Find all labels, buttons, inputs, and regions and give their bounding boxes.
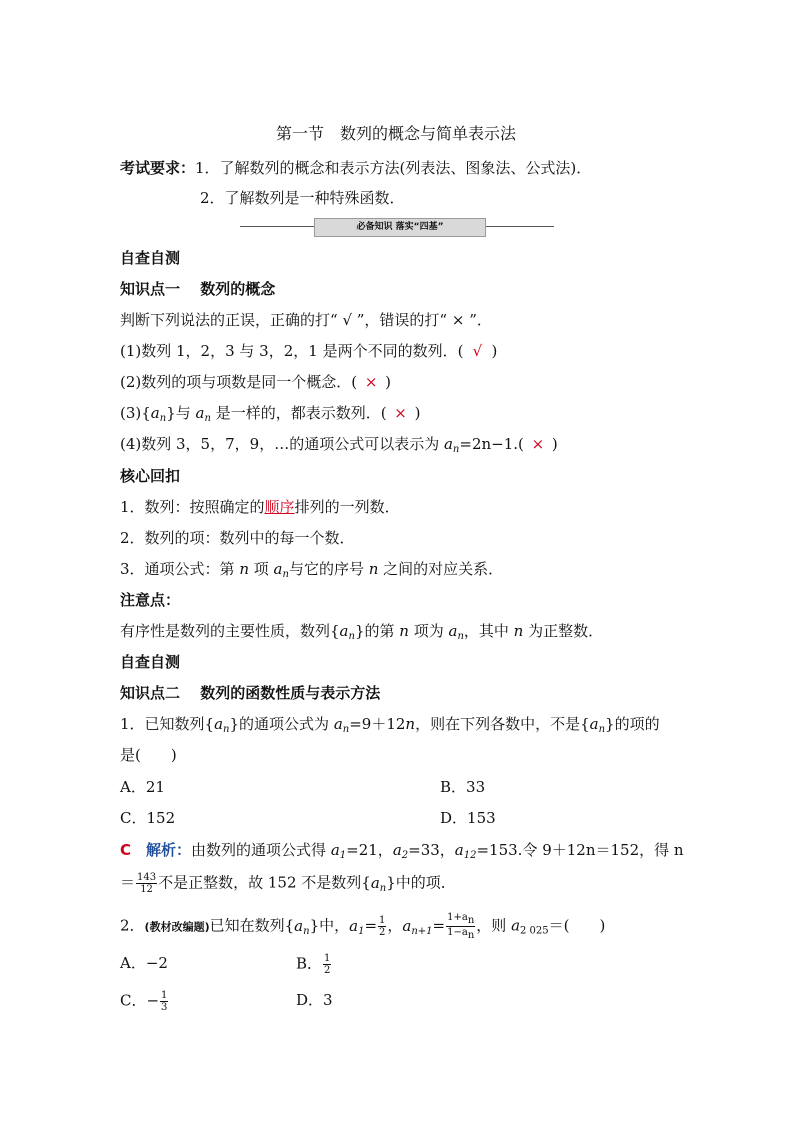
fraction: $\frac{143}{12}$ xyxy=(137,872,157,895)
option-1d: D．153 xyxy=(440,809,496,827)
solution-line-2: ＝ $\frac{143}{12}$ 不是正整数，故 152 不是数列$\{a_n\}$中的项． xyxy=(120,872,456,895)
option-1a: A．21 xyxy=(120,778,165,796)
note-heading: 注意点： xyxy=(120,591,181,609)
statement-1: (1)数列 1，2，3 与 3，2，1 是两个不同的数列．( √ ) xyxy=(120,342,498,360)
knowledge-point-2: 知识点二 数列的函数性质与表示方法 xyxy=(120,684,381,702)
statement-4: (4)数列 3，5，7，9，…的通项公式可以表示为 $a_n=2n-1$.( × ) xyxy=(120,435,558,455)
answer-1: √ xyxy=(472,342,483,360)
solution-line-1: C 解析：由数列的通项公式得 $a_1=21$，$a_2=33$，$a_{12}=153$.令 9＋12n＝152，得 n xyxy=(120,841,684,861)
requirement-1: 1．了解数列的概念和表示方法(列表法、图象法、公式法)． xyxy=(195,159,592,177)
option-2a: A．−2 xyxy=(120,954,168,972)
page-title: 第一节 数列的概念与简单表示法 xyxy=(276,124,517,143)
option-1c: C．152 xyxy=(120,809,176,827)
answer-3: × xyxy=(394,404,407,422)
statement-3: $(3)\{a_n\}$与 $a_n$ 是一样的，都表示数列．( × ) xyxy=(120,404,421,424)
core-item-3: 3．通项公式：第 n 项 $a_n$与它的序号 n 之间的对应关系． xyxy=(120,560,504,580)
core-item-2: 2．数列的项：数列中的每一个数． xyxy=(120,529,355,547)
self-check-heading-1: 自查自测 xyxy=(120,249,181,267)
core-item-1: 1．数列：按照确定的顺序排列的一列数． xyxy=(120,498,400,516)
note-text: 有序性是数列的主要性质，数列$\{a_n\}$的第 n 项为 $a_n$，其中 n 为正整数． xyxy=(120,622,604,642)
instruction: 判断下列说法的正误，正确的打“ √ ”，错误的打“ × ”． xyxy=(120,311,492,329)
option-2b: B． $\frac{1}{2}$ xyxy=(296,953,331,976)
requirements-label: 考试要求： xyxy=(120,159,196,177)
question-2: 2．(教材改编题)已知在数列$\{a_n\}$中，$a_1=$ $\frac{1}{2}$ ，$a_{n+1}=$ $\frac{1+a_n}{1-a_n}$ ，则 $a_{2 025}=$( ) xyxy=(120,912,606,941)
solution-label: 解析： xyxy=(146,841,192,859)
requirements xyxy=(120,158,591,178)
banner-label: 必备知识 落实“四基” xyxy=(314,218,486,237)
option-1b: B．33 xyxy=(440,778,486,796)
answer-4: × xyxy=(531,435,545,453)
statement-2: (2)数列的项与项数是同一个概念．( × ) xyxy=(120,373,391,391)
option-2d: D．3 xyxy=(296,991,333,1009)
question-1-tail: 是( ) xyxy=(120,746,177,764)
textbook-tag: (教材改编题) xyxy=(144,920,210,934)
self-check-heading-2: 自查自测 xyxy=(120,653,181,671)
section-banner xyxy=(240,218,554,236)
knowledge-point-1: 知识点一 数列的概念 xyxy=(120,280,276,298)
answer-2: × xyxy=(364,373,378,391)
core-review-heading: 核心回扣 xyxy=(120,467,181,485)
question-1: 1．已知数列$\{a_n\}$的通项公式为 $a_n=9+12n$，则在下列各数中，不是$\{a_n\}$的项的 xyxy=(120,715,660,735)
option-2c: C．− $\frac{1}{3}$ xyxy=(120,990,168,1013)
solution-answer: C xyxy=(120,841,132,859)
keyword-order: 顺序 xyxy=(264,498,295,516)
requirement-2: 2．了解数列是一种特殊函数． xyxy=(200,189,405,207)
